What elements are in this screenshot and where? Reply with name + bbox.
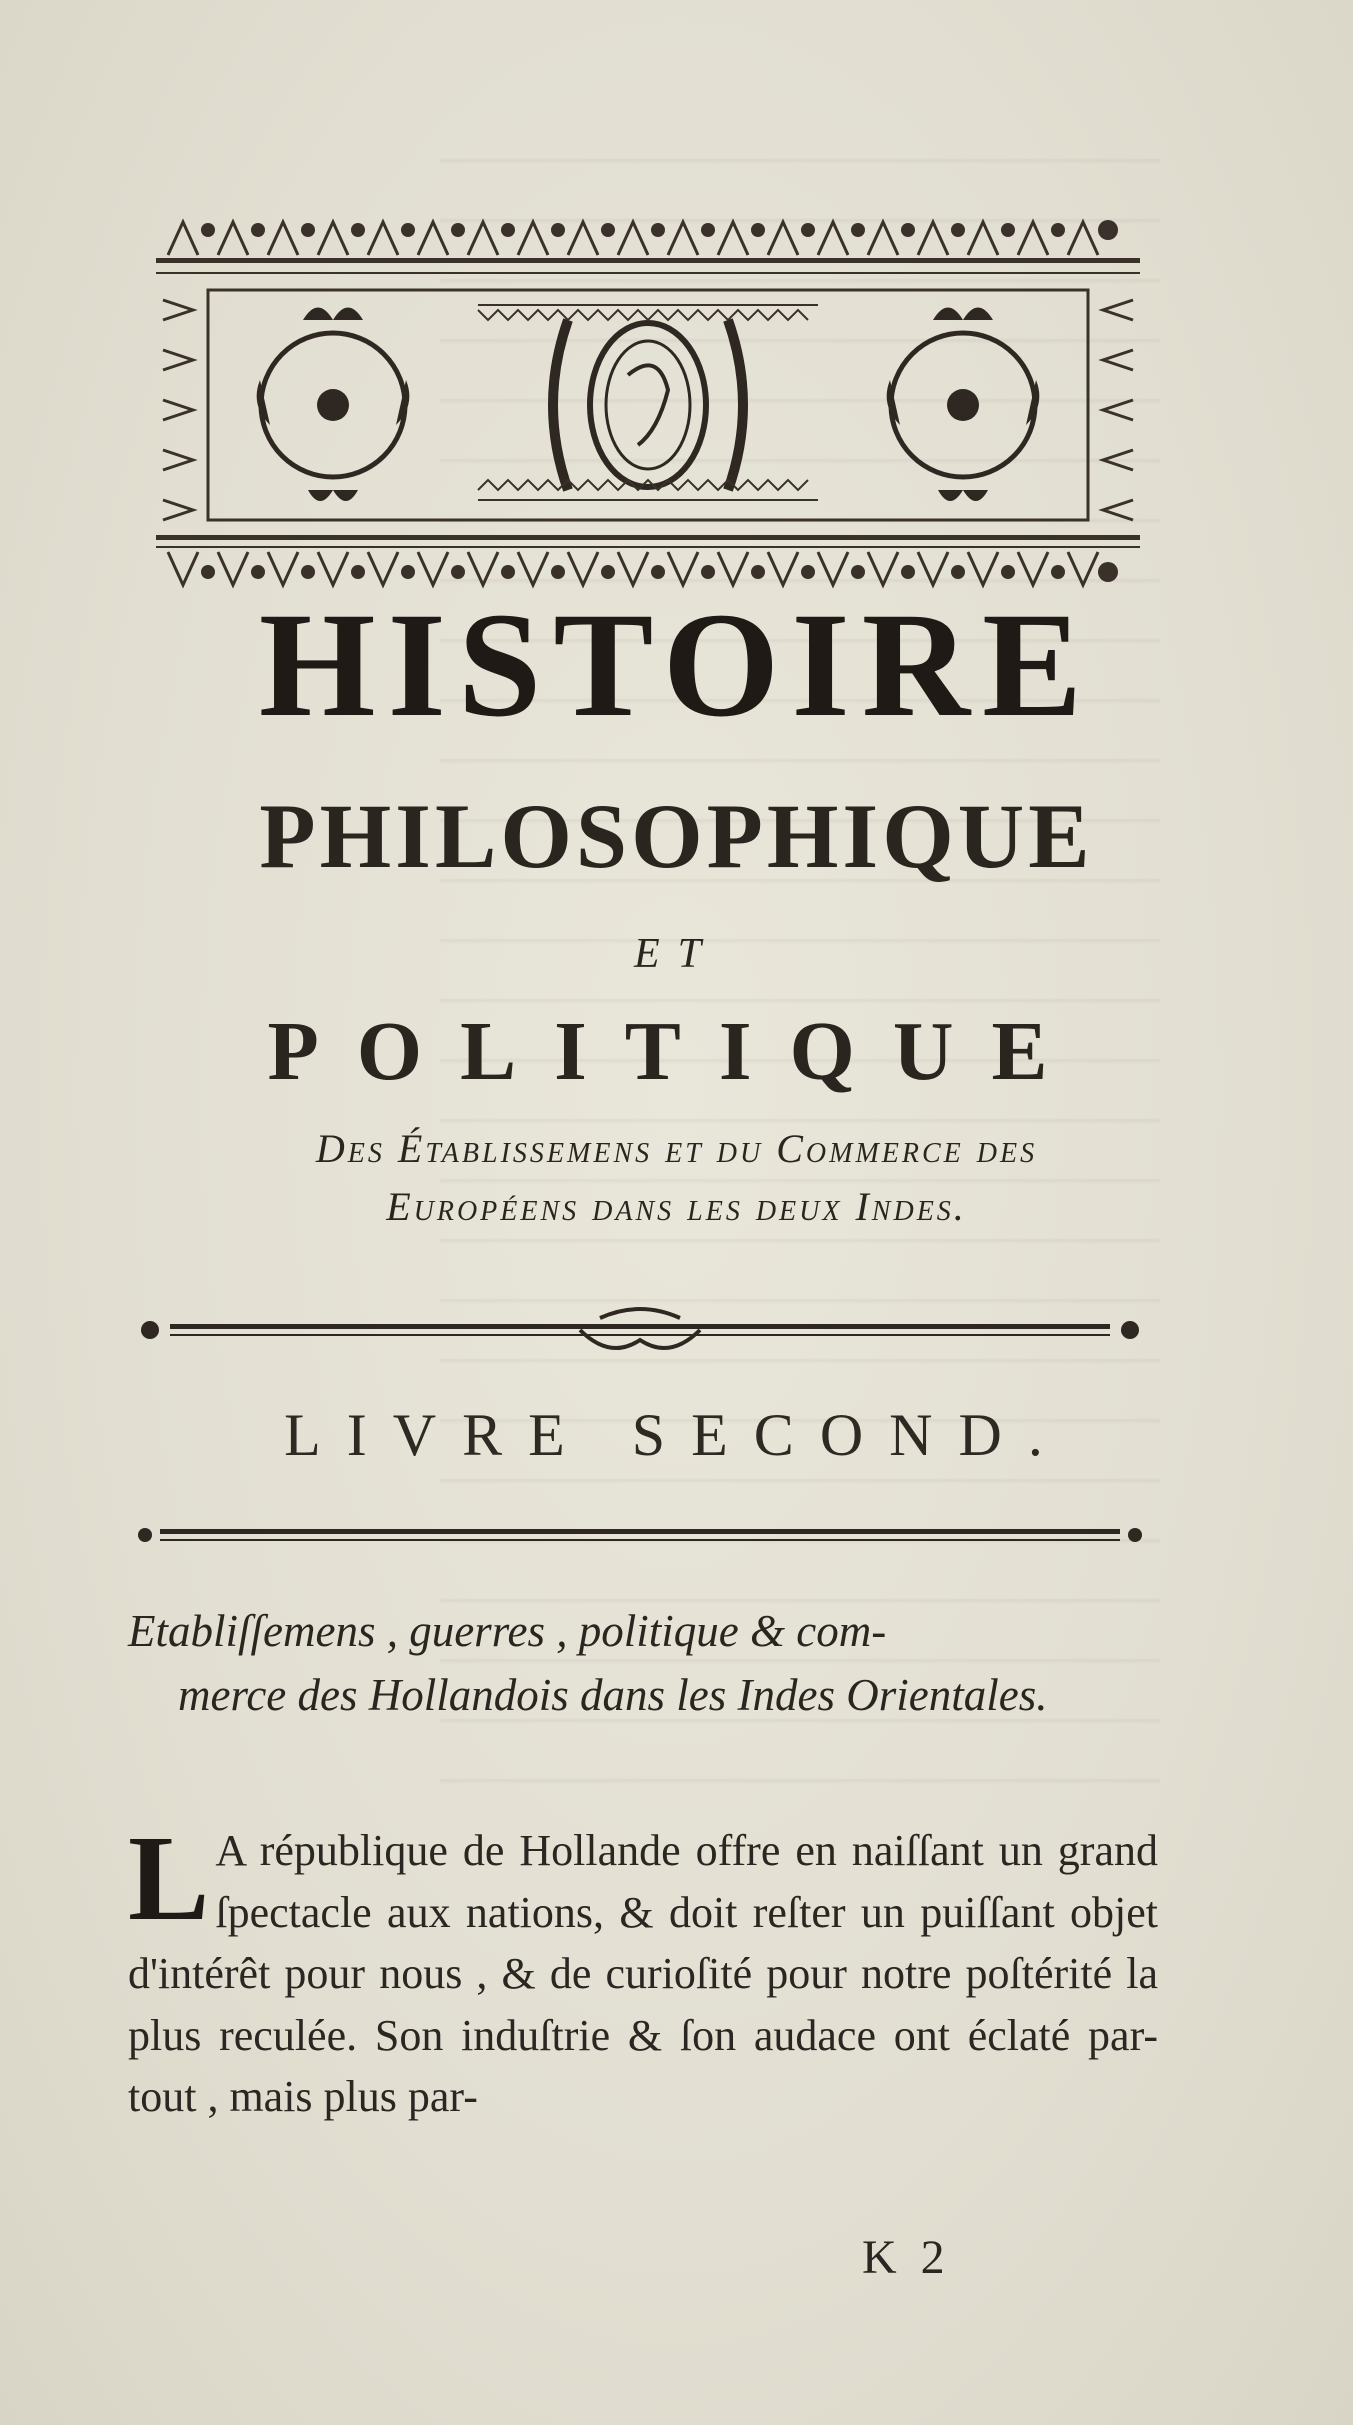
subtitle <box>100 1120 1253 1236</box>
body-paragraph <box>128 1811 1158 2128</box>
chapter-summary-line-1: Etabliſſemens , guerres , politique & com- <box>128 1606 887 1656</box>
chapter-summary-rest: merce des Hollandois dans les Indes Orientales. <box>178 1669 1048 1720</box>
subtitle-line-1: Des Établissemens et du Commerce des <box>315 1126 1038 1171</box>
subtitle-line-2: Européens dans les deux Indes. <box>386 1184 967 1229</box>
chapter-summary <box>128 1600 1158 1728</box>
book-heading: LIVRE SECOND. <box>284 1402 1069 1468</box>
headpiece-ornament <box>148 200 1148 595</box>
signature-mark: K 2 <box>862 2231 951 2284</box>
ornamental-rule-top <box>130 1300 1150 1360</box>
ornamental-rule-bottom-svg <box>130 1515 1150 1555</box>
title-line-politique: POLITIQUE <box>267 1005 1086 1098</box>
title-line-philosophique: PHILOSOPHIQUE <box>259 785 1094 887</box>
title-line-histoire: HISTOIRE <box>258 582 1095 748</box>
title-line-et: ET <box>633 931 719 977</box>
ornamental-rule-bottom <box>130 1515 1150 1555</box>
drop-cap: L <box>128 1811 210 1946</box>
headpiece-ornament-svg <box>148 200 1148 595</box>
ornamental-rule-top-svg <box>130 1300 1150 1360</box>
body-paragraph-text: A république de Hollande offre en naiſſant un grand ſpectacle aux nations, & doit reſter un puiſſant objet d'intérêt pour nous , & de curioſité pour notre poſtérité la plus reculée. Son induſtrie & ſon audace ont éclaté par-tout , mais plus par- <box>128 1826 1158 2122</box>
